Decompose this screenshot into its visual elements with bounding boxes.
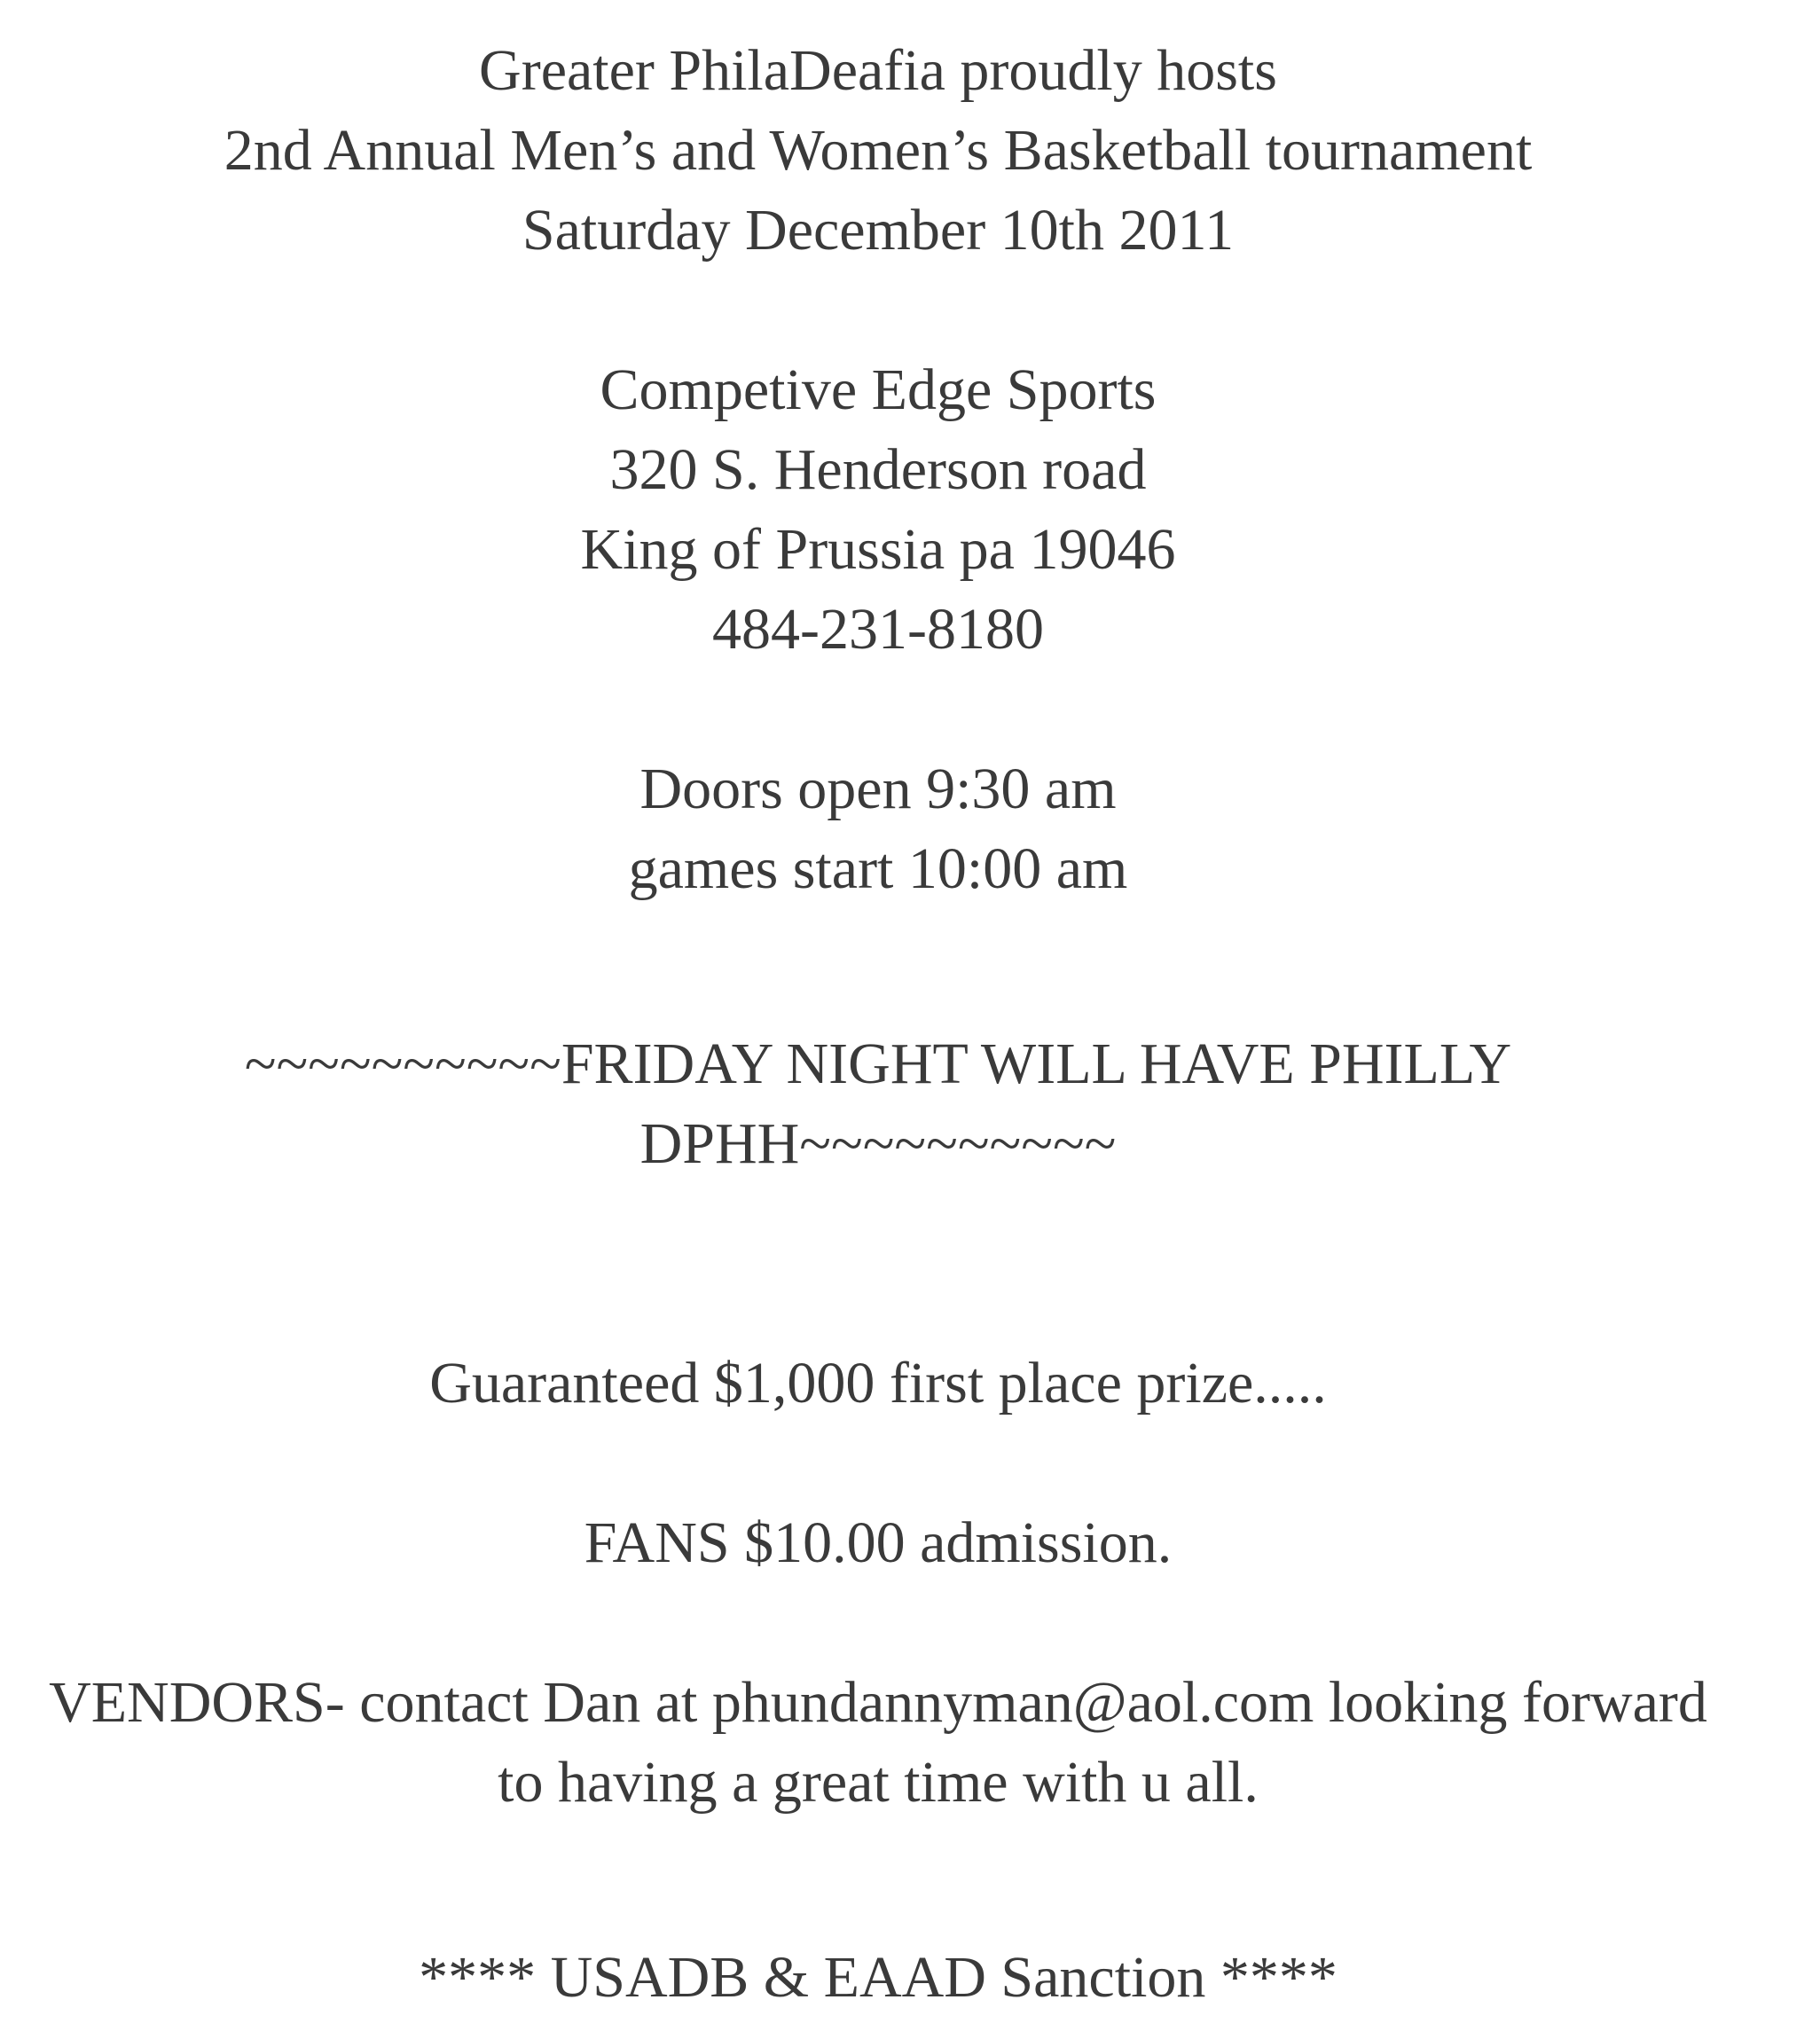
sanction-line: **** USADB & EAAD Sanction **** xyxy=(419,1945,1338,2010)
header-line-host: Greater PhilaDeafia proudly hosts xyxy=(479,38,1277,103)
games-start: games start 10:00 am xyxy=(628,836,1128,901)
vendors-line: VENDORS- contact Dan at phundannyman@aol.com looking forward xyxy=(49,1670,1707,1735)
venue-name: Competive Edge Sports xyxy=(600,357,1157,422)
header-line-event: 2nd Annual Men’s and Women’s Basketball tournament xyxy=(224,118,1533,183)
prize-line: Guaranteed $1,000 first place prize..... xyxy=(429,1351,1327,1416)
friday-night-line: ~~~~~~~~~~FRIDAY NIGHT WILL HAVE PHILLY xyxy=(244,1031,1512,1096)
friday-night-line-2: DPHH~~~~~~~~~~ xyxy=(639,1111,1117,1176)
admission-line: FANS $10.00 admission. xyxy=(584,1510,1173,1575)
venue-phone: 484-231-8180 xyxy=(712,597,1044,662)
venue-street: 320 S. Henderson road xyxy=(609,437,1147,502)
vendors-line-2: to having a great time with u all. xyxy=(498,1750,1259,1815)
doors-open: Doors open 9:30 am xyxy=(639,757,1117,821)
header-line-date: Saturday December 10th 2011 xyxy=(522,198,1235,263)
venue-city: King of Prussia pa 19046 xyxy=(580,517,1176,582)
